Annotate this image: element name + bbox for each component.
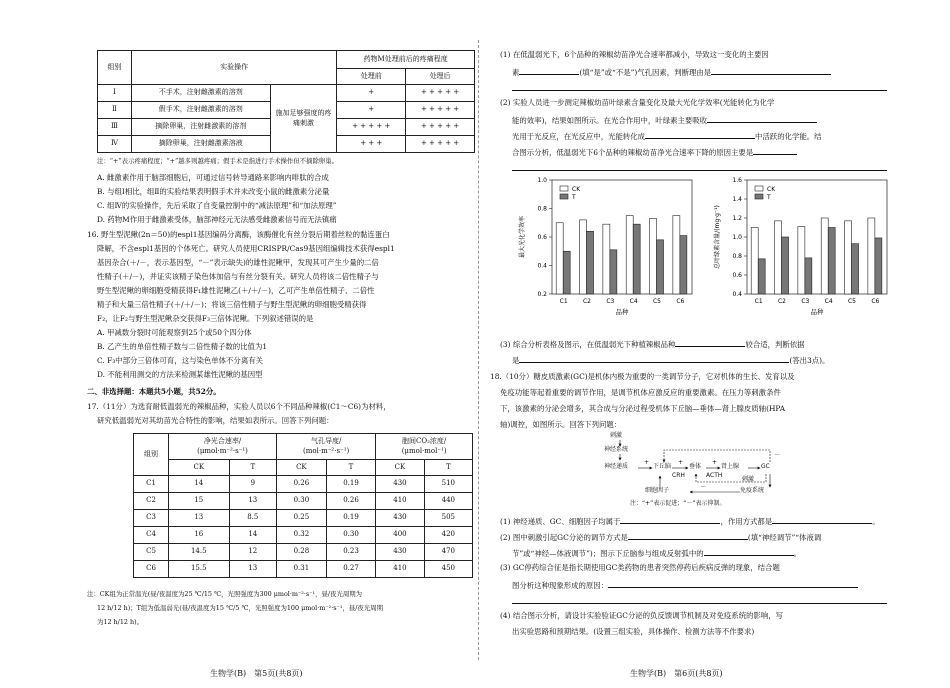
- x-tick-label: C6: [676, 298, 685, 305]
- diagram-immune: 免疫系统: [740, 487, 765, 494]
- cell: 14.5: [169, 544, 230, 561]
- q16-line: 16. 野生型泥鳅(2n＝50)的espl1基因编码分离酶，该酶催化有丝分裂后期着丝粒的黏连蛋白: [87, 230, 390, 239]
- cell: C4: [134, 527, 169, 544]
- cell: 0.19: [326, 476, 376, 493]
- bar-ck: [751, 228, 758, 295]
- left-page: [60, 0, 460, 688]
- cell: 440: [424, 493, 472, 510]
- cell: 0.32: [277, 527, 327, 544]
- bar-t: [852, 244, 859, 294]
- answer-blank[interactable]: [519, 66, 579, 75]
- cell: 15: [169, 493, 230, 510]
- row-group: Ⅰ: [98, 85, 132, 102]
- q18-3-line: (3) GC停药综合征是指长期使用GC类药物的患者突然停药后疾病反弹的现象，结合题: [500, 563, 780, 572]
- q17-3-line: 是 (答出3点)。: [512, 356, 830, 365]
- y-tick-label: 0.4: [537, 262, 547, 270]
- chart-max-photochem-efficiency: [510, 172, 700, 337]
- x-tick-label: C2: [582, 298, 592, 305]
- diagram-stimulus: 刺激: [610, 432, 623, 439]
- row-before: +: [337, 85, 406, 102]
- q17-1-line: 素 (填“是”或“不是”)气孔因素，判断理由是: [512, 66, 831, 79]
- cell: 14: [169, 476, 230, 493]
- q18-1-line: (1) 神经递质、GC、细胞因子均属于 ，作用方式都是 。: [500, 517, 880, 526]
- cell: 510: [424, 476, 472, 493]
- cell: 0.19: [326, 510, 376, 527]
- cell: 0.30: [277, 493, 327, 510]
- q15-table: [97, 50, 475, 153]
- th-before: 处理前: [337, 69, 406, 85]
- cell: C2: [134, 493, 169, 510]
- th-group: 组别: [134, 434, 169, 476]
- legend-label: T: [572, 194, 576, 201]
- y-tick-label: 0.6: [732, 272, 742, 279]
- answer-blank[interactable]: [772, 515, 872, 524]
- th-group: 组别: [98, 51, 132, 85]
- legend-swatch: [755, 194, 763, 199]
- legend-swatch: [755, 186, 763, 191]
- x-axis-label: 品种: [615, 308, 629, 316]
- answer-line: [512, 595, 887, 608]
- x-tick-label: C5: [652, 298, 662, 305]
- th-t: T: [326, 460, 376, 476]
- th-ck: CK: [277, 460, 327, 476]
- bar-t: [610, 250, 617, 294]
- cell: 13: [169, 510, 230, 527]
- bar-t: [782, 237, 789, 294]
- diagram-minus: －: [774, 452, 781, 459]
- q18-2-line: (2) 图中刺激引起GC分泌的调节方式是 (填“神经调节”“体液调: [500, 533, 822, 542]
- cell: 410: [376, 561, 424, 578]
- th-op: 实验操作: [131, 51, 336, 85]
- diagram-stimulus-2: 刺激: [742, 476, 755, 483]
- bar-t: [587, 231, 594, 294]
- cell: 505: [424, 510, 472, 527]
- q17-note: 为12 h/12 h)。: [97, 618, 143, 626]
- row-after: + + + + +: [406, 102, 475, 119]
- cell: 0.30: [326, 527, 376, 544]
- diagram-gc: GC: [761, 463, 770, 470]
- diagram-cytokine: 细胞因子: [645, 487, 670, 494]
- q18-2-line: 节”或“神经—体液调节”)；图示下丘脑参与组成反射弧中的 。: [512, 549, 802, 558]
- bar-t: [828, 228, 835, 295]
- q18-line: 轴)调控，如图所示。回答下列问题：: [500, 420, 622, 429]
- bar-ck: [775, 221, 782, 294]
- bar-t: [633, 224, 640, 294]
- cell: C1: [134, 476, 169, 493]
- q15-table-note: 注：“+”表示疼痛程度；“+”越多则越疼痛；假手术是指进行手术操作但不摘除卵巢。: [97, 157, 339, 165]
- diagram-minus: －: [700, 484, 707, 491]
- page-footer: 生物学(B) 第5页(共8页): [210, 669, 303, 678]
- legend-label: CK: [572, 186, 581, 193]
- th-net-rate: 净光合速率/ (μmol·m⁻²·s⁻¹): [169, 434, 277, 460]
- th-ck: CK: [376, 460, 424, 476]
- th-after: 处理后: [406, 69, 475, 85]
- q18-3-line: 图分析这种现象形成的原因：: [512, 579, 858, 592]
- chart-total-chlorophyll: [705, 172, 895, 337]
- bar-ck: [845, 221, 852, 294]
- diagram-plus: +: [678, 459, 684, 466]
- q18-line: 免疫功能等起着重要的调节作用，是调节机体应激反应的重要激素。在压力等刺激条件: [500, 388, 781, 397]
- cell: 450: [424, 561, 472, 578]
- q17-2-line: 光用于光反应，在光反应中，光能转化成 中活跃的化学能。结: [512, 132, 822, 141]
- q17-table: [133, 433, 473, 578]
- answer-blank[interactable]: [512, 162, 887, 171]
- answer-blank[interactable]: [512, 595, 887, 604]
- cell: C6: [134, 561, 169, 578]
- bar-t: [657, 240, 664, 294]
- y-tick-label: 0.8: [537, 205, 547, 213]
- diagram-plus: +: [644, 459, 650, 466]
- bar-t: [680, 236, 687, 294]
- q18-4-line: 出实验思路和预期结果。(设置三组实验，具体操作、检测方法等不作要求): [512, 627, 755, 636]
- row-after: + + + + +: [406, 85, 475, 102]
- cell: 0.31: [277, 561, 327, 578]
- q17-note: 注：CK组为正常温光(昼/夜温度为25 ℃/15 ℃，光照强度为300 μmol·m⁻²·s⁻¹，昼/夜光周期为: [87, 590, 363, 598]
- cell: 9: [229, 476, 277, 493]
- bar-ck: [603, 224, 610, 294]
- bar-t: [758, 259, 765, 294]
- row-group: Ⅲ: [98, 119, 132, 136]
- row-before: + + +: [337, 136, 406, 153]
- bar-t: [563, 251, 570, 294]
- section-heading: 二、非选择题：本题共5小题，共52分。: [87, 387, 221, 396]
- cell: 0.26: [326, 493, 376, 510]
- x-tick-label: C6: [871, 298, 880, 305]
- q17-1-line: (1) 在低温弱光下，6个品种的辣椒幼苗净光合速率都减小，导致这一变化的主要因: [500, 50, 769, 59]
- q17-3-line: (3) 综合分析表格及图示，在低温弱光下种植辣椒品种 较合适，判断依据: [500, 340, 805, 349]
- answer-blank[interactable]: [628, 531, 748, 540]
- row-before: +: [337, 102, 406, 119]
- q18-line: 下，该激素的分泌会增多，其合成与分泌过程受机体下丘脑—垂体—肾上腺皮质轴(HPA: [500, 404, 786, 413]
- bar-ck: [868, 218, 875, 294]
- cell: C3: [134, 510, 169, 527]
- q15-option-b: B. 与组Ⅰ相比，组Ⅱ的实验结果表明假手术并未改变小鼠的雌激素分泌量: [97, 187, 330, 196]
- answer-blank[interactable]: [711, 66, 831, 75]
- th-ck: CK: [169, 460, 230, 476]
- q16-option-b: B. 乙产生的单倍性精子数与二倍性精子数的比值为1: [97, 342, 268, 351]
- cell: 420: [424, 527, 472, 544]
- bar-ck: [673, 216, 680, 294]
- cell: C5: [134, 544, 169, 561]
- cell: 0.27: [326, 561, 376, 578]
- q17-2-line: (2) 实验人员进一步测定辣椒幼苗叶绿素含量变化及最大光化学效率(光能转化为化学: [500, 98, 775, 107]
- q16-line: F₂，让F₂与野生型泥鳅杂交获得F₃三倍体泥鳅。下列叙述错误的是: [97, 314, 314, 323]
- q18-line: 18.（10分）糖皮质激素(GC)是机体内极为重要的一类调节分子，它对机体的生长、发育以及: [490, 372, 795, 381]
- diagram-plus: +: [712, 459, 718, 466]
- answer-blank[interactable]: [707, 114, 817, 123]
- row-after: + + + + +: [406, 119, 475, 136]
- answer-blank[interactable]: [753, 146, 797, 155]
- q16-line: 野生型泥鳅的卵细胞受精获得F₁雄性泥鳅乙(＋/＋/－)，乙可产生单倍性精子、二倍性: [97, 286, 375, 295]
- legend-swatch: [560, 186, 568, 191]
- bar-t: [805, 258, 812, 294]
- bar-ck: [821, 218, 828, 294]
- q16-option-c: C. F₃中部分三倍体可育，这与染色单体不分离有关: [97, 356, 263, 365]
- q16-line: 精子和大量三倍性精子(＋/＋/－)；将该三倍性精子与野生型泥鳅的卵细胞受精获得: [97, 300, 367, 309]
- row-group: Ⅳ: [98, 136, 132, 153]
- answer-blank[interactable]: [645, 130, 755, 139]
- hpa-diagram: [590, 432, 810, 500]
- q17-line: 17.（11分）为选育耐低温弱光的辣椒品种，实验人员以6个不同品种辣椒(C1～C6)为材料，: [87, 402, 391, 411]
- row-before: + + + + +: [337, 119, 406, 136]
- diagram-pituitary: 垂体: [689, 463, 702, 470]
- x-axis-label: 品种: [810, 308, 824, 316]
- bar-ck: [626, 216, 633, 294]
- cell: 0.28: [277, 544, 327, 561]
- x-tick-label: C4: [824, 298, 833, 305]
- cell: 470: [424, 544, 472, 561]
- x-tick-label: C3: [606, 298, 615, 305]
- th-m: 药物M处理前后的疼痛程度: [337, 51, 475, 69]
- q17-note: 12 h/12 h)；T组为低温弱光(昼/夜温度为15 ℃/5 ℃，光照强度为100 μmol·m⁻²·s⁻¹，昼/夜光周期: [97, 604, 383, 612]
- q15-option-d: D. 药物M作用于雌激素受体，脑部神经元无法感受雌激素信号而无法镇痛: [97, 215, 337, 224]
- th-co2: 胞间CO₂浓度/ (μmol·mol⁻¹): [376, 434, 473, 460]
- cell: 16: [169, 527, 230, 544]
- row-op: 不手术，注射雌激素的溶剂: [131, 85, 270, 102]
- row-op: 假手术，注射雌激素的溶剂: [131, 102, 270, 119]
- y-tick-label: 0.2: [537, 291, 547, 298]
- answer-blank[interactable]: [620, 515, 720, 524]
- bar-ck: [580, 220, 587, 294]
- x-tick-label: C3: [801, 298, 810, 305]
- x-tick-label: C4: [629, 298, 638, 305]
- y-tick-label: 1.0: [537, 177, 547, 184]
- row-after: + + + + +: [406, 136, 475, 153]
- q16-line: 基因杂合(＋/－，表示基因型，“－”表示缺失)的雄性泥鳅甲，发现其可产生少量的二倍: [97, 258, 379, 267]
- y-axis-label: 最大光化学效率: [519, 215, 526, 259]
- diagram-hypothalamus: 下丘脑: [653, 463, 672, 470]
- cell: 13: [229, 561, 277, 578]
- cell: 14: [229, 527, 277, 544]
- y-tick-label: 0.6: [537, 234, 547, 241]
- bar-t: [875, 238, 882, 294]
- cell: 410: [376, 493, 424, 510]
- y-tick-label: 0.4: [732, 291, 742, 298]
- x-tick-label: C1: [559, 298, 568, 305]
- y-tick-label: 1.0: [732, 234, 742, 241]
- legend-label: CK: [767, 186, 776, 193]
- q16-option-d: D. 不能利用测交的方法来检测某雄性泥鳅的基因型: [97, 370, 263, 379]
- cell: 0.26: [277, 476, 327, 493]
- answer-line: [512, 82, 887, 95]
- bar-ck: [798, 227, 805, 294]
- legend-swatch: [560, 194, 568, 199]
- cell: 0.23: [326, 544, 376, 561]
- y-tick-label: 1.6: [732, 177, 742, 184]
- answer-blank[interactable]: [704, 547, 794, 556]
- row-op: 摘除卵巢，注射雌激素溶液: [131, 136, 270, 153]
- q15-option-a: A. 雌激素作用于脑部细胞后，可通过信号转导通路来影响内啡肽的合成: [97, 173, 329, 182]
- diagram-transmitter: 神经递质: [604, 463, 629, 470]
- x-tick-label: C2: [777, 298, 787, 305]
- th-t: T: [229, 460, 277, 476]
- cell: 8.5: [229, 510, 277, 527]
- q17-2-line: 能的效率)，结果如图所示。在光合作用中，叶绿素主要吸收: [512, 114, 817, 127]
- row-op: 摘除卵巢，注射雌激素的溶剂: [131, 119, 270, 136]
- cell: 12: [229, 544, 277, 561]
- q18-4-line: (4) 结合图示分析，请设计实验验证GC分泌的负反馈调节机制及对免疫系统的影响，写: [500, 611, 784, 620]
- th-stomatal: 气孔导度/ (mol·m⁻²·s⁻¹): [277, 434, 376, 460]
- answer-blank[interactable]: [675, 338, 745, 347]
- answer-blank[interactable]: [608, 579, 858, 588]
- bar-ck: [650, 218, 657, 294]
- page-footer: 生物学(B) 第6页(共8页): [630, 669, 723, 678]
- middle-cell: 施加足够强度的疼痛刺激: [270, 85, 337, 153]
- diagram-crh: CRH: [672, 472, 685, 479]
- x-tick-label: C1: [754, 298, 763, 305]
- cell: 430: [376, 544, 424, 561]
- diagram-legend: 注：“+”表示促进；“－”表示抑制。: [630, 500, 726, 507]
- answer-blank[interactable]: [512, 82, 887, 91]
- row-group: Ⅱ: [98, 102, 132, 119]
- diagram-adrenal: 肾上腺: [721, 463, 740, 470]
- cell: 430: [376, 510, 424, 527]
- q15-option-c: C. 组Ⅳ的实验操作，先后采取了自变量控制中的“减法原理”和“加法原理”: [97, 201, 337, 210]
- cell: 400: [376, 527, 424, 544]
- q17-line: 研究低温弱光对其幼苗光合特性的影响，结果如表所示。回答下列问题：: [97, 416, 334, 425]
- cell: 430: [376, 476, 424, 493]
- q16-line: 降解，不含espl1基因的个体死亡。研究人员使用CRISPR/Cas9基因组编辑技术获得espl1: [97, 244, 395, 253]
- answer-blank[interactable]: [519, 354, 789, 363]
- bar-ck: [556, 223, 563, 294]
- y-axis-label: 总叶绿素含量/(mg·g⁻¹): [714, 205, 721, 269]
- right-page: [490, 0, 895, 688]
- diagram-nerve-system: 神经系统: [604, 446, 629, 453]
- y-tick-label: 1.2: [732, 215, 742, 222]
- cell: 15.5: [169, 561, 230, 578]
- q17-2-line: 合图示分析，低温弱光下6个品种的辣椒幼苗净光合速率下降的原因主要是: [512, 146, 797, 159]
- page-divider: [478, 40, 479, 660]
- legend-label: T: [767, 194, 771, 201]
- y-tick-label: 1.4: [732, 196, 742, 203]
- q16-line: 性精子(＋/－)，并证实该精子染色体加倍与有丝分裂有关。研究人员将该二倍性精子与: [97, 272, 379, 281]
- y-tick-label: 0.8: [732, 253, 742, 260]
- q16-option-a: A. 甲减数分裂时可能观察到25个或50个四分体: [97, 328, 252, 337]
- th-t: T: [424, 460, 472, 476]
- cell: 0.25: [277, 510, 327, 527]
- diagram-acth: ACTH: [706, 472, 723, 479]
- cell: 13: [229, 493, 277, 510]
- x-tick-label: C5: [847, 298, 857, 305]
